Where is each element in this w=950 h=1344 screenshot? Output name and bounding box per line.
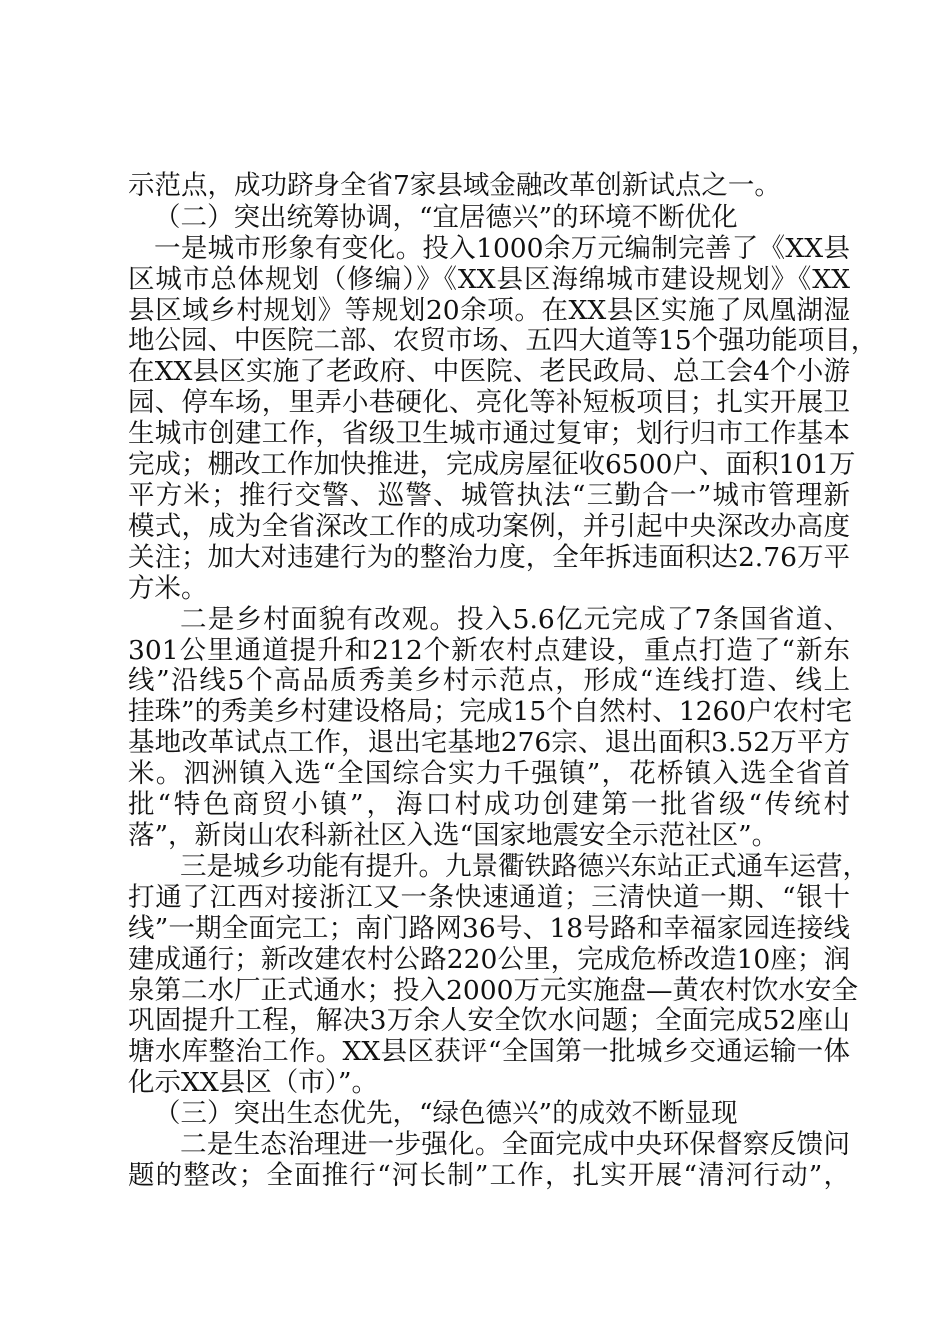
text-line: 地公园、中医院二部、农贸市场、五四大道等15个强功能项目， bbox=[128, 325, 878, 356]
section-heading: （二）突出统筹协调，“宜居德兴”的环境不断优化 bbox=[154, 202, 738, 233]
text-line: 示范点，成功跻身全省7家县域金融改革创新试点之一。 bbox=[128, 170, 781, 201]
text-line: 题的整改；全面推行“河长制”工作，扎实开展“清河行动”， bbox=[128, 1160, 850, 1191]
text-line: 平方米；推行交警、巡警、城管执法“三勤合一”城市管理新 bbox=[128, 480, 850, 511]
text-line: 县区域乡村规划》等规划20余项。在XX县区实施了凤凰湖湿 bbox=[128, 295, 850, 326]
text-line: 生城市创建工作，省级卫生城市通过复审；划行归市工作基本 bbox=[128, 418, 850, 449]
text-line: 园、停车场，里弄小巷硬化、亮化等补短板项目；扎实开展卫 bbox=[128, 387, 850, 418]
text-line: 完成；棚改工作加快推进，完成房屋征收6500户、面积101万 bbox=[128, 449, 856, 480]
text-line: 一是城市形象有变化。投入1000余万元编制完善了《XX县 bbox=[154, 233, 850, 264]
text-line: 区城市总体规划（修编）》《XX县区海绵城市建设规划》《XX bbox=[128, 264, 850, 295]
text-line: 二是生态治理进一步强化。全面完成中央环保督察反馈问 bbox=[180, 1129, 850, 1160]
text-line: 米。泗洲镇入选“全国综合实力千强镇”，花桥镇入选全省首 bbox=[128, 758, 850, 789]
text-line: 线”一期全面完工；南门路网36号、18号路和幸福家园连接线 bbox=[128, 913, 850, 944]
text-line: 落”，新岗山农科新社区入选“国家地震安全示范社区”。 bbox=[128, 820, 779, 851]
text-line: 方米。 bbox=[128, 573, 208, 604]
text-line: 塘水库整治工作。XX县区获评“全国第一批城乡交通运输一体 bbox=[128, 1036, 850, 1067]
text-line: 二是乡村面貌有改观。投入5.6亿元完成了7条国省道、 bbox=[180, 604, 850, 635]
section-heading: （三）突出生态优先，“绿色德兴”的成效不断显现 bbox=[154, 1098, 738, 1129]
text-line: 巩固提升工程，解决3万余人安全饮水问题；全面完成52座山 bbox=[128, 1005, 850, 1036]
text-line: 批“特色商贸小镇”，海口村成功创建第一批省级“传统村 bbox=[128, 789, 850, 820]
text-line: 关注；加大对违建行为的整治力度，全年拆违面积达2.76万平 bbox=[128, 542, 850, 573]
text-line: 在XX县区实施了老政府、中医院、老民政局、总工会4个小游 bbox=[128, 356, 850, 387]
text-line: 建成通行；新改建农村公路220公里，完成危桥改造10座；润 bbox=[128, 944, 850, 975]
text-line: 泉第二水厂正式通水；投入2000万元实施盘—黄农村饮水安全 bbox=[128, 975, 858, 1006]
text-line: 挂珠”的秀美乡村建设格局；完成15个自然村、1260户农村宅 bbox=[128, 696, 853, 727]
text-line: 三是城乡功能有提升。九景衢铁路德兴东站正式通车运营， bbox=[180, 851, 869, 882]
text-line: 301公里通道提升和212个新农村点建设，重点打造了“新东 bbox=[128, 635, 850, 666]
text-line: 打通了江西对接浙江又一条快速通道；三清快道一期、“银十 bbox=[128, 882, 850, 913]
text-line: 化示XX县区（市）”。 bbox=[128, 1067, 379, 1098]
text-line: 模式，成为全省深改工作的成功案例，并引起中央深改办高度 bbox=[128, 511, 850, 542]
text-line: 线”沿线5个高品质秀美乡村示范点，形成“连线打造、线上 bbox=[128, 665, 850, 696]
text-line: 基地改革试点工作，退出宅基地276宗、退出面积3.52万平方 bbox=[128, 727, 850, 758]
